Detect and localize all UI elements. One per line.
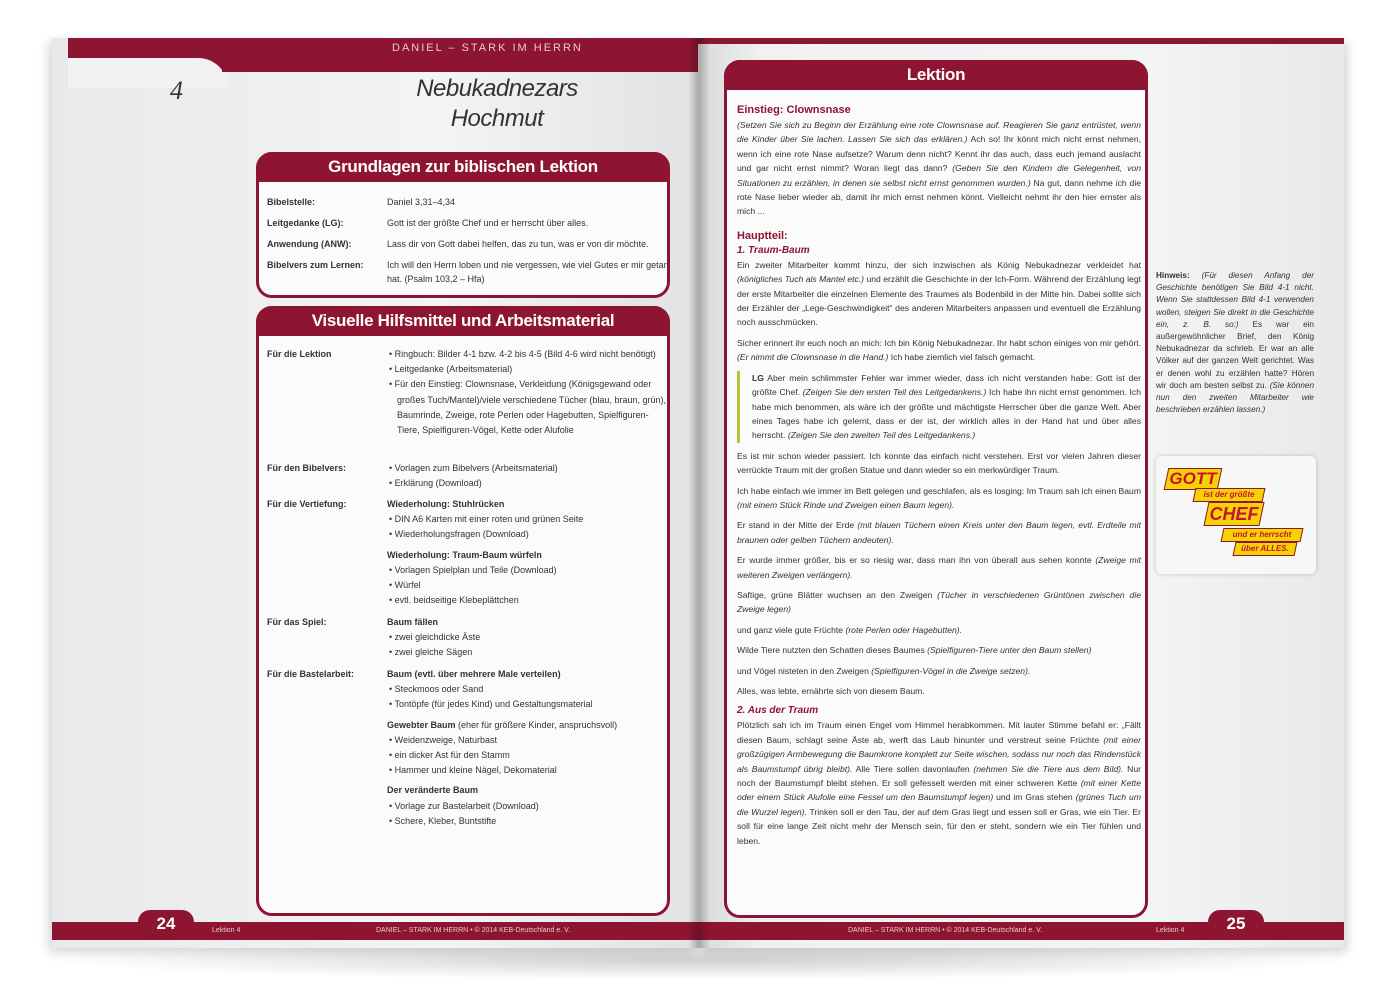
badge-strip [1203,502,1264,526]
hauptteil-heading: Hauptteil: [737,229,788,242]
paragraph: Sicher erinnert ihr euch noch an mich: Ich bin König Nebukadnezar. Ihr habt schon einiges von mir gehört. (Er nimmt die Clownsnase in die Hand.) Ich habe ziemlich viel falsch gemacht. [737,337,1141,363]
badge-strip [1164,468,1223,490]
badge-strip [1221,528,1304,542]
lektion-box [724,60,1148,918]
row-value: Daniel 3,31–4,34 [387,197,456,207]
material-label: Für die Lektion [267,349,332,359]
left-page [52,38,698,948]
material-subheading: Der veränderte Baum [387,785,479,796]
material-subheading-row [387,718,667,733]
badge-text: ist der größte [1203,490,1255,499]
side-note: Hinweis: (Für diesen Anfang der Geschichte benötigen Sie Bild 4-1 nicht. Wenn Sie stattdessen Bild 4-1 verwenden wollen, steigen Sie direkt in die Geschichte ein, z. B. so:) Es war ein außergewöhnlicher Brief, den König Nebukadnezar da schrieb. Er war an alle Völker auf der ganzen Welt gerichtet. Was er denen wohl zu erzählen hatte? Hören wir doch am besten selbst zu. (Sie können nun den zweiten Mitarbeiter wie beschrieben erzählen lassen.) [1156,271,1314,415]
grundlagen-box [256,152,670,298]
paragraph: Ein zweiter Mitarbeiter kommt hinzu, der sich inzwischen als König Nebukadnezar verkleidet hat (königliches Tuch als Mantel etc.) und erzählt die Geschichte in der Ich-Form. Während der Erzählung legt der erste Mitarbeiter die einzelnen Elemente des Traumes als Bodenbild in der Mitte hin. Dabei sollte sich der Erzähler der „Lege-Geschwindigkeit“ des anderen Mitarbeiters anpassen und eventuell die Erzählung noch ausschmücken. [737,259,1141,328]
badge-text: CHEF [1209,504,1259,524]
material-subheading: Gewebter Baum [387,719,456,730]
row-label: Bibelstelle: [267,197,316,207]
paragraph: Plötzlich sah ich im Traum einen Engel vom Himmel herabkommen. Mit lauter Stimme befahl er: „Fällt diesen Baum, schlagt seine Äste ab, werft das Laub hinunter und verstreut seine Früchte (mit einer großzügigen Armbewegung die Baumkrone komplett zur Seite wischen, sodass nur noch das Rindenstück als Baumstumpf übrig bleibt). Alle Tiere sollen davonlaufen (nehmen Sie die Tiere aus dem Bild). Nur noch der Baumstumpf bleibt stehen. Er soll gefesselt werden mit einer schweren Kette (mit einer Kette oder einem Stück Alufolie eine Fessel um den Baumstumpf legen) und im Gras stehen (grünes Tuch um die Wurzel legen). Trinken soll er den Tau, der auf dem Gras liegt und essen soll er Gras, wie ein Tier. Er soll für eine lange Zeit nicht mehr der Mensch sein, für den er steht, sondern wie ein Tier fühlen und leben. [737,720,1141,846]
list-item: • Weidenzweige, Naturbast [387,733,667,748]
lesson-number: 4 [170,76,183,105]
material-label: Für den Bibelvers: [267,463,347,473]
lesson-title [352,74,642,134]
paragraph: und ganz viele gute Früchte (rote Perlen oder Hagebutten). [737,624,963,635]
right-page [698,38,1344,948]
header-band-lower [222,58,698,72]
grundlagen-title: Grundlagen zur biblischen Lektion [256,152,670,182]
list-item: • Würfel [387,578,667,593]
leitgedanke-badge [1156,456,1316,574]
list-item: • DIN A6 Karten mit einer roten und grünen Seite [387,512,667,527]
paragraph: Wilde Tiere nutzten den Schatten dieses Baumes (Spielfiguren-Tiere unter den Baum stellen) [737,645,1092,656]
list-item: • ein dicker Ast für den Stamm [387,748,667,763]
paragraph: (Setzen Sie sich zu Beginn der Erzählung eine rote Clownsnase auf. Reagieren Sie ganz entrüstet, wenn die Kinder über Sie lachen. Lassen Sie sich das erklären.) Ach so! Ihr könnt mich nicht ernst nehmen, wenn ich eine rote Nase aufsetze? Warum denn nicht? Kennt ihr das auch, dass euch jemand auslacht und gar nicht ernst nimmt? Woran liegt das dann? (Geben Sie den Kindern die Gelegenheit, von Situationen zu erzählen, in denen sie selbst nicht ernst genommen wurden.) Na gut, dann nehme ich die rote Nase lieber wieder ab, damit ihr mich ernst nehmen könnt. Vielleicht nehmt ihr den hier ernster als mich ... [737,120,1142,217]
footer-lesson: Lektion 4 [212,927,241,934]
material-title: Visuelle Hilfsmittel und Arbeitsmaterial [256,306,670,336]
lesson-title-line2: Hochmut [450,105,544,132]
leitgedanke-block: LG Aber mein schlimmster Fehler war immer wieder, dass ich nicht verstanden habe: Gott ist der größte Chef. (Zeigen Sie den ersten Teil des Leitgedankens.) Ich habe ihn nicht ernst genommen. Ich habe mich benommen, als wäre ich der größte und mächtigste Herrscher über die ganze Welt. Aber eines Tages habe ich gelernt, dass er der ist, der wirklich alles in der Hand hat und über alles herrscht. (Zeigen Sie den zweiten Teil des Leitgedankens.) [737,371,1141,443]
material-subheading: Baum (evtl. über mehrere Male verteilen) [387,669,561,679]
material-subheading-note: (eher für größere Kinder, anspruchsvoll) [455,719,618,730]
badge-strip [1193,488,1266,502]
list-item: • zwei gleiche Sägen [387,645,667,660]
row-value: Ich will den Herrn loben und nie vergessen, wie viel Gutes er mir getan hat. (Psalm 103,2 – Hfa) [387,260,669,284]
list-item: • Vorlage zur Bastelarbeit (Download) [387,799,667,814]
footer-copyright: DANIEL – STARK IM HERRN • © 2014 KEB-Deutschland e. V. [376,927,571,934]
list-item: • Tontöpfe (für jedes Kind) und Gestaltungsmaterial [387,697,667,712]
badge-strip [1233,542,1298,556]
row-label: Anwendung (ANW): [267,239,352,249]
row-label: Bibelvers zum Lernen: [267,260,364,270]
paragraph: Alles, was lebte, ernährte sich von diesem Baum. [737,686,925,696]
einstieg-heading: Einstieg: Clownsnase [737,104,851,116]
material-label: Für das Spiel: [267,617,327,627]
lesson-title-line1: Nebukadnezars [416,75,578,102]
list-item: • Leitgedanke (Arbeitsmaterial) [387,362,667,377]
section-heading: 1. Traum-Baum [737,244,810,256]
page-number: 24 [138,910,194,938]
paragraph: Er wurde immer größer, bis er so riesig war, dass man ihn von überall aus sehen konnte (Zweige mit weiteren Zweigen verlängern). [737,555,1141,580]
paragraph: Es ist mir schon wieder passiert. Ich konnte das einfach nicht verstehen. Erst vor vielen Jahren dieser verrückte Traum mit der großen Statue und dann wieder so ein merkwürdiger Traum. [737,450,1141,476]
material-subheading: Wiederholung: Traum-Baum würfeln [387,549,542,560]
lektion-title: Lektion [724,60,1148,90]
list-item: • Vorlagen Spielplan und Teile (Download) [387,563,667,578]
page-number: 25 [1208,910,1264,938]
list-item: • Schere, Kleber, Buntstifte [387,814,667,829]
list-item: • Wiederholungsfragen (Download) [387,527,667,542]
material-subheading: Baum fällen [387,617,439,627]
book-gutter [688,38,710,948]
footer-lesson: Lektion 4 [1156,927,1185,934]
list-item: • Vorlagen zum Bibelvers (Arbeitsmaterial) [387,461,667,476]
header-band [698,38,1344,44]
lektion-body [737,103,1141,854]
header-notch [68,58,228,88]
badge-text: über ALLES. [1241,544,1289,553]
row-label: Leitgedanke (LG): [267,218,344,228]
row-value: Lass dir von Gott dabei helfen, das zu tun, was er von dir möchte. [387,239,649,249]
row-value: Gott ist der größte Chef und er herrscht über alles. [387,218,589,228]
list-item: • Steckmoos oder Sand [387,682,667,697]
material-box [256,306,670,916]
material-label: Für die Bastelarbeit: [267,669,355,679]
footer-copyright: DANIEL – STARK IM HERRN • © 2014 KEB-Deutschland e. V. [848,927,1043,934]
list-item: • Hammer und kleine Nägel, Dekomaterial [387,763,667,778]
paragraph: Er stand in der Mitte der Erde (mit blauen Tüchern einen Kreis unter den Baum legen, evtl. Erdteile mit braunen oder gelben Tüchern andeuten). [737,520,1141,545]
badge-text: und er herrscht [1232,530,1292,539]
paragraph: Ich habe einfach wie immer im Bett gelegen und geschlafen, als es losging: Im Traum sah ich einen Baum (mit einem Stück Rinde und Zweigen einen Baum legen). [737,485,1141,510]
list-item: • evtl. beidseitige Klebeplättchen [387,593,667,608]
list-item: • zwei gleichdicke Äste [387,630,667,645]
material-subheading: Wiederholung: Stuhlrücken [387,499,505,509]
header-title: DANIEL – STARK IM HERRN [392,42,583,54]
paragraph: und Vögel nisteten in den Zweigen (Spielfiguren-Vögel in die Zweige setzen). [737,665,1031,676]
paragraph: Saftige, grüne Blätter wuchsen an den Zweigen (Tücher in verschiedenen Grüntönen zwischen die Zweige legen) [737,589,1141,615]
section-heading: 2. Aus der Traum [737,705,819,717]
material-label: Für die Vertiefung: [267,499,347,509]
list-item: • Ringbuch: Bilder 4-1 bzw. 4-2 bis 4-5 (Bild 4-6 wird nicht benötigt) [387,347,667,362]
list-item: • Erklärung (Download) [387,476,667,491]
list-item: • Für den Einstieg: Clownsnase, Verkleidung (Königsgewand oder großes Tuch/Mantel)/viele verschiedene Tücher (blau, braun, grün), Baumrinde, Zweige, rote Perlen oder Hagebutten, Spielfiguren-Tiere, Spielfiguren-Vögel, Kette oder Alufolie [387,377,667,438]
badge-text: GOTT [1169,469,1217,488]
